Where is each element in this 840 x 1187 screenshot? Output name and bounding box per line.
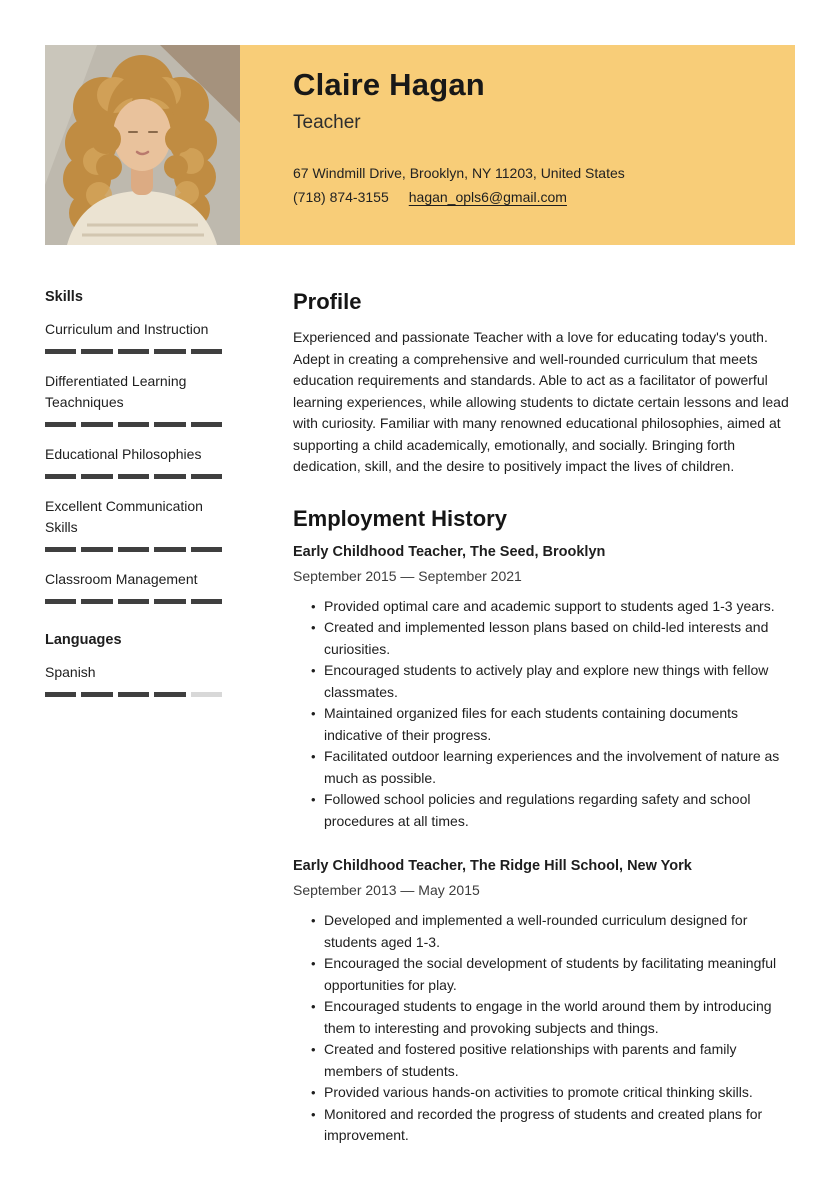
person-name: Claire Hagan [293,67,485,102]
address-text: 67 Windmill Drive, Brooklyn, NY 11203, United States [293,165,625,181]
bullet-item: • Provided optimal care and academic support to students aged 1-3 years. [311,596,795,618]
bullet-item: • Encouraged students to engage in the world around them by introducing them to interesting and provoking subjects and things. [311,996,795,1039]
skill-level-bar [45,547,222,552]
resume-body [45,289,795,1147]
skill-item [45,569,222,604]
bar-segment [154,599,185,604]
bar-segment [191,692,222,697]
bullet-item: • Encouraged students to actively play and explore new things with fellow classmates. [311,660,795,703]
bar-segment [81,422,112,427]
bar-segment [45,547,76,552]
bar-segment [191,422,222,427]
bar-segment [81,692,112,697]
employment-heading: Employment History [293,505,507,531]
contact-block [293,165,625,205]
profile-photo [45,45,240,245]
bullet-item: • Facilitated outdoor learning experiences and the involvement of nature as much as possible. [311,746,795,789]
header-info [240,45,645,245]
skill-item [45,496,222,552]
bar-segment [118,692,149,697]
bullet-item: • Monitored and recorded the progress of students and created plans for improvement. [311,1104,795,1147]
contact-row [293,189,625,205]
profile-photo-illustration [45,45,240,245]
job-title-line: Early Childhood Teacher, The Ridge Hill School, New York [293,858,692,874]
bullet-item: • Provided various hands-on activities to promote critical thinking skills. [311,1082,795,1104]
bar-segment [191,599,222,604]
bar-segment [118,422,149,427]
bar-segment [81,547,112,552]
sidebar [45,289,250,1147]
bullet-item: • Maintained organized files for each students containing documents indicative of their progress. [311,703,795,746]
job-title-line: Early Childhood Teacher, The Seed, Brooklyn [293,543,606,560]
phone-number: (718) 874-3155 [293,189,389,205]
skill-item [45,444,222,479]
bar-segment [118,349,149,354]
resume-header [45,45,795,245]
skills-heading: Skills [45,289,83,305]
language-item [45,662,222,697]
profile-heading: Profile [293,289,362,314]
bar-segment [45,349,76,354]
profile-text: Experienced and passionate Teacher with a love for educating today's youth. Adept in creating a comprehensive and well-rounded curriculum that meets education requirements and standards. Able to act as a facilitator of powerful learning experiences, while allowing students to dictate certain lessons and lead with curiosity. Familiar with many renowned educational philosophies, aimed at supporting a child academically, emotionally, and socially. Bringing forth dedication, skill, and the desire to positively impact the lives of children. [293,329,789,474]
bullet-item: • Followed school policies and regulations regarding safety and school procedures at all times. [311,789,795,832]
job-dates: September 2013 — May 2015 [293,882,480,898]
bar-segment [154,422,185,427]
languages-heading: Languages [45,632,122,648]
bar-segment [118,474,149,479]
bar-segment [154,349,185,354]
bar-segment [191,547,222,552]
main-column [293,289,795,1147]
language-label: Spanish [45,664,96,680]
email-link[interactable]: hagan_opls6@gmail.com [408,189,567,205]
bar-segment [81,599,112,604]
bar-segment [45,599,76,604]
job-bullet-list [293,910,795,1147]
bullet-item: • Created and implemented lesson plans based on child-led interests and curiosities. [311,617,795,660]
bar-segment [191,349,222,354]
skill-level-bar [45,349,222,354]
skill-level-bar [45,422,222,427]
bar-segment [45,474,76,479]
skill-level-bar [45,599,222,604]
skill-label: Differentiated Learning Teachniques [45,373,187,410]
bullet-item: • Developed and implemented a well-rounded curriculum designed for students aged 1-3. [311,910,795,953]
job-entry [293,544,795,833]
bar-segment [154,692,185,697]
skill-label: Classroom Management [45,571,198,587]
bullet-item: • Created and fostered positive relationships with parents and family members of students. [311,1039,795,1082]
skill-label: Excellent Communication Skills [45,498,203,535]
skill-item [45,319,222,354]
bar-segment [45,422,76,427]
bar-segment [154,474,185,479]
job-bullet-list [293,596,795,833]
person-job-title: Teacher [293,112,361,133]
job-entry [293,858,795,1147]
skill-item [45,371,222,427]
bar-segment [81,474,112,479]
skill-level-bar [45,474,222,479]
bar-segment [154,547,185,552]
bar-segment [45,692,76,697]
skill-label: Curriculum and Instruction [45,321,209,337]
bullet-item: • Encouraged the social development of students by facilitating meaningful opportunities for play. [311,953,795,996]
skill-label: Educational Philosophies [45,446,202,462]
bar-segment [118,599,149,604]
bar-segment [81,349,112,354]
bar-segment [191,474,222,479]
job-dates: September 2015 — September 2021 [293,567,522,584]
bar-segment [118,547,149,552]
language-level-bar [45,692,222,697]
